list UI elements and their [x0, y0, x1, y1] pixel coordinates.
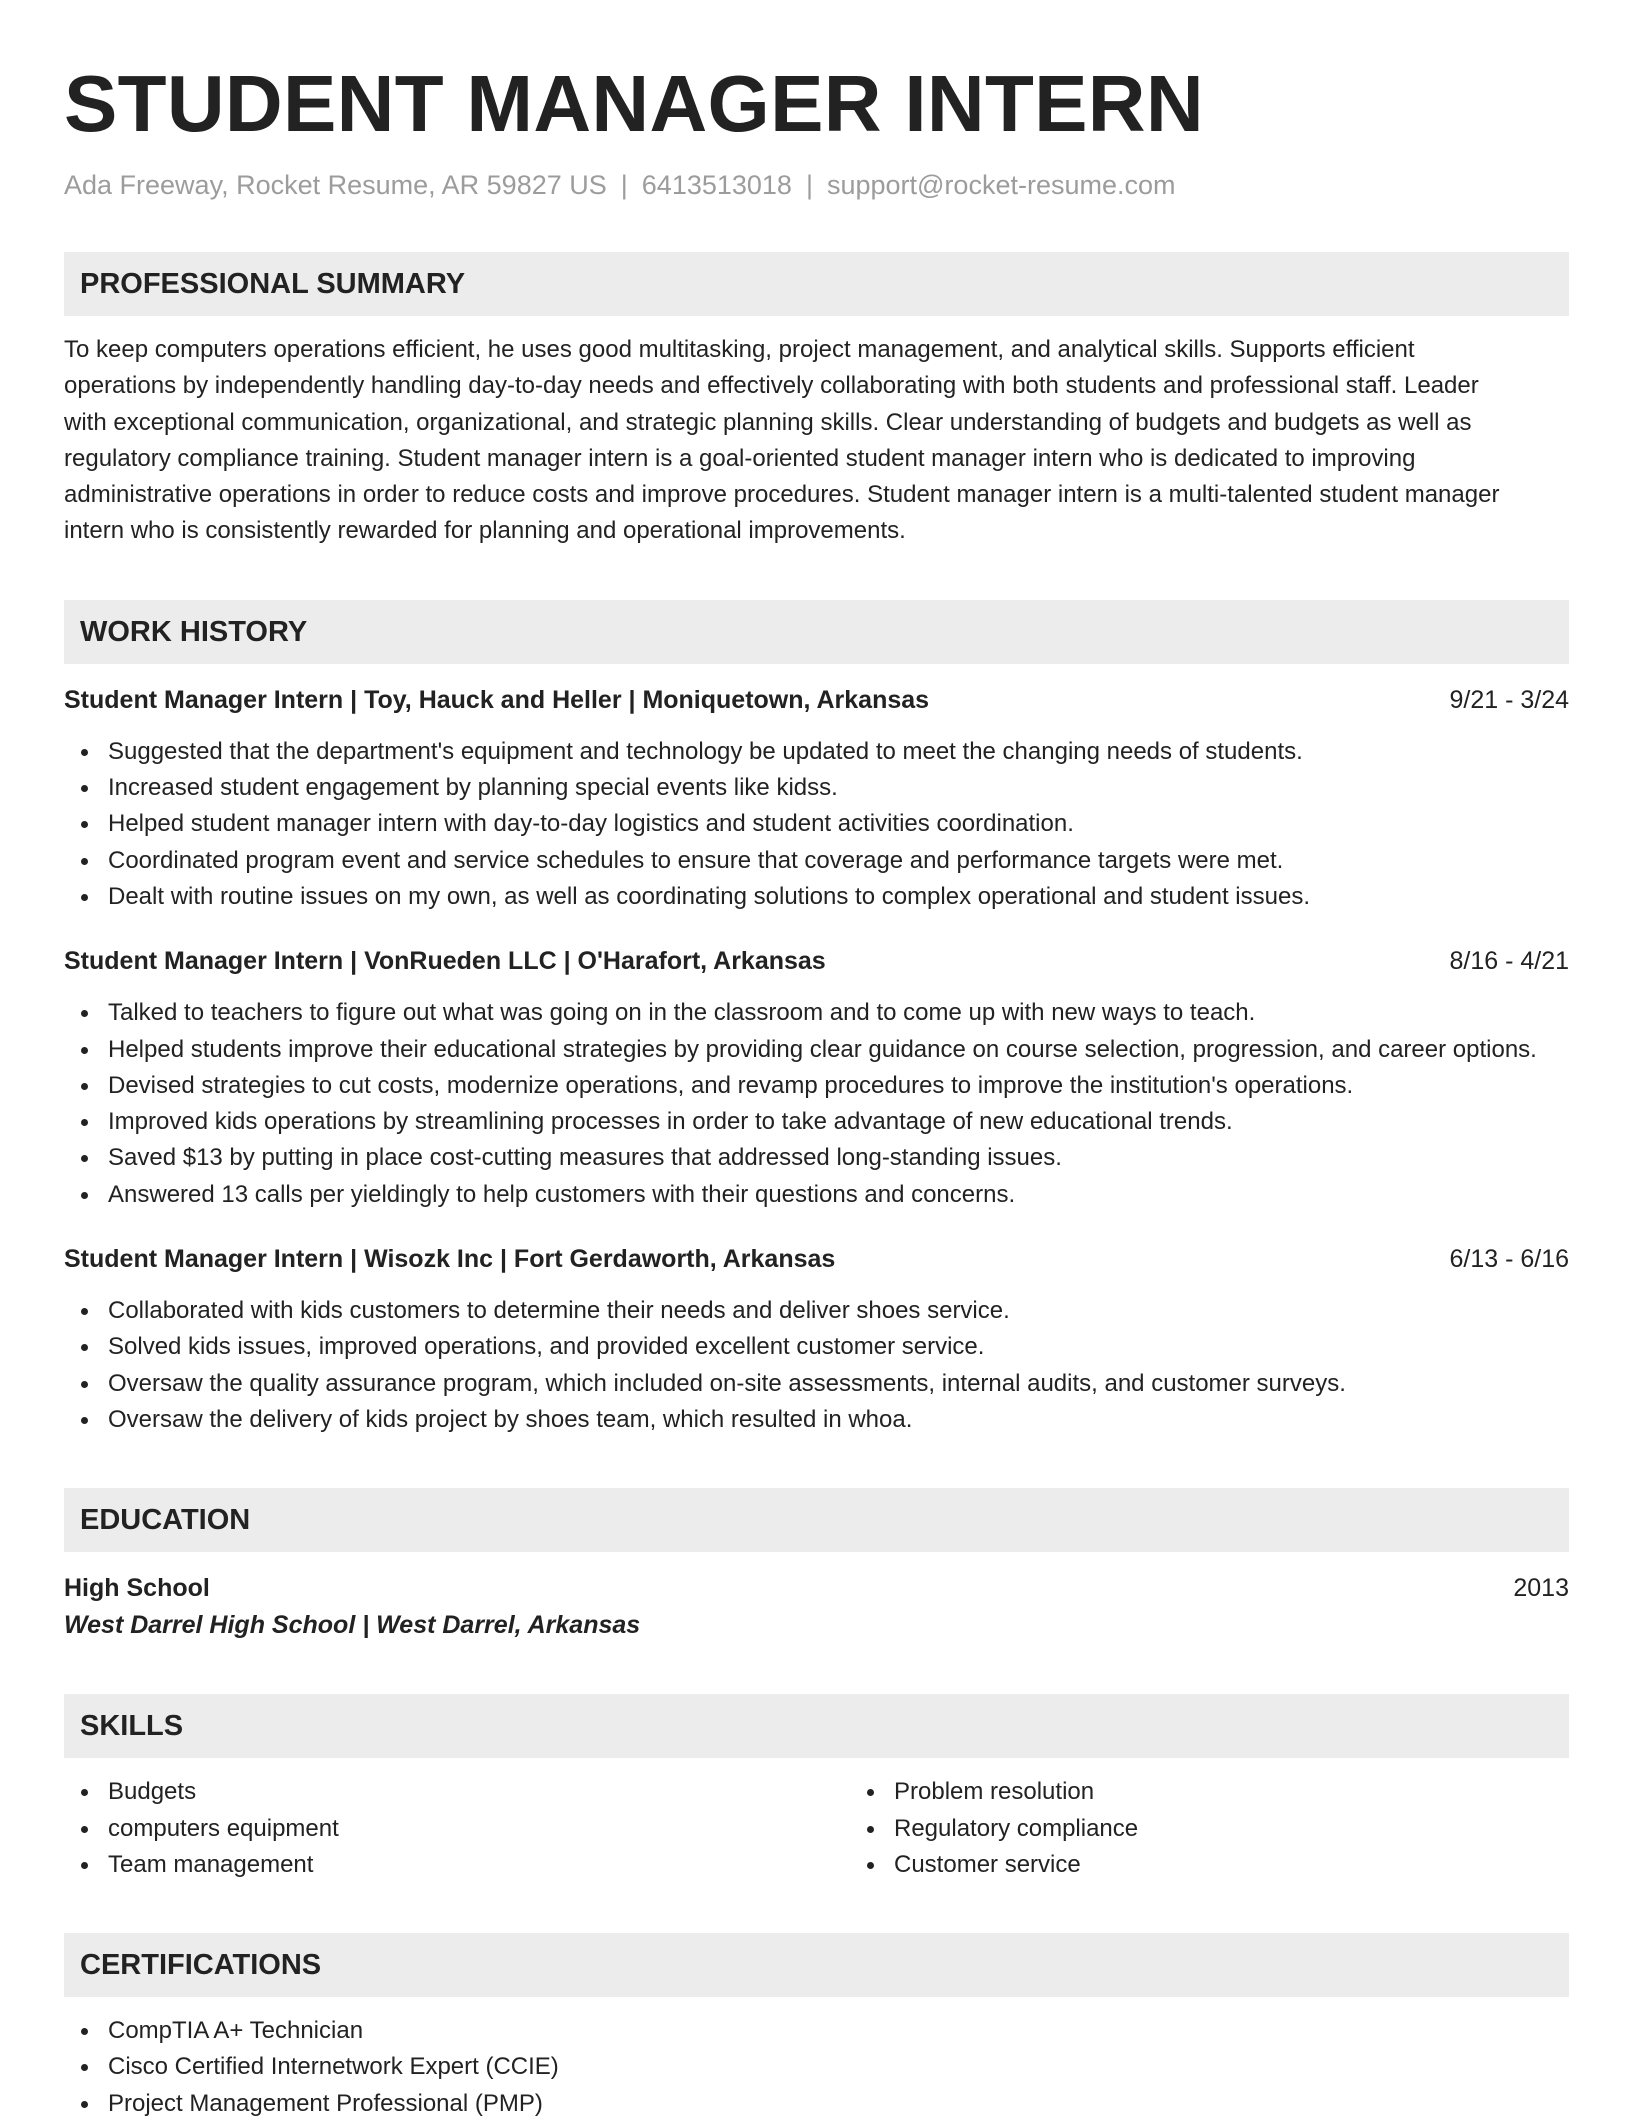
- certifications-bullets: [64, 2013, 1569, 2122]
- section-heading-education: EDUCATION: [64, 1488, 1569, 1552]
- summary-line: operations by independently handling day-to-day needs and effectively collaborating with both students and professional staff. Leader: [64, 372, 1479, 400]
- job-dates: 9/21 - 3/24: [1449, 685, 1569, 714]
- job-dates: 6/13 - 6/16: [1449, 1245, 1569, 1274]
- job-dates: 8/16 - 4/21: [1449, 947, 1569, 976]
- skill-item: Regulatory compliance: [894, 1811, 1138, 1847]
- job-bullet: Talked to teachers to figure out what was going on in the classroom and to come up with new ways to teach.: [108, 995, 1569, 1031]
- job-bullet: Devised strategies to cut costs, modernize operations, and revamp procedures to improve the institution's operations.: [108, 1068, 1569, 1104]
- job-bullet: Oversaw the quality assurance program, which included on-site assessments, internal audits, and customer surveys.: [108, 1366, 1569, 1402]
- job-bullet: Dealt with routine issues on my own, as well as coordinating solutions to complex operational and student issues.: [108, 879, 1569, 915]
- contact-phone: 6413513018: [641, 170, 792, 200]
- summary-line: administrative operations in order to reduce costs and improve procedures. Student manager intern is a multi-talented student manager: [64, 481, 1500, 509]
- certification-item: Cisco Certified Internetwork Expert (CCIE): [108, 2049, 1569, 2085]
- skills-list: [64, 1774, 1569, 1883]
- certifications-list: [64, 2013, 1569, 2122]
- job-entry: [64, 943, 1569, 1213]
- skill-item: Problem resolution: [894, 1774, 1138, 1810]
- job-title: Student Manager Intern | Wisozk Inc | Fort Gerdaworth, Arkansas: [64, 1245, 836, 1274]
- job-bullet: Helped students improve their educational strategies by providing clear guidance on course selection, progression, and career options.: [108, 1032, 1569, 1068]
- summary-paragraph: [64, 332, 1569, 550]
- skill-item: computers equipment: [108, 1811, 850, 1847]
- education-degree: High School: [64, 1574, 210, 1603]
- candidate-name: STUDENT MANAGER INTERN: [64, 59, 1204, 148]
- job-bullets: [64, 995, 1569, 1213]
- contact-separator: |: [805, 170, 813, 200]
- job-bullet: Improved kids operations by streamlining processes in order to take advantage of new educational trends.: [108, 1104, 1569, 1140]
- section-heading-work: WORK HISTORY: [64, 600, 1569, 664]
- job-header: [64, 1241, 1569, 1277]
- job-bullet: Collaborated with kids customers to determine their needs and deliver shoes service.: [108, 1293, 1569, 1329]
- summary-line: intern who is consistently rewarded for planning and operational improvements.: [64, 517, 906, 545]
- contact-email: support@rocket-resume.com: [826, 170, 1176, 200]
- contact-address: Ada Freeway, Rocket Resume, AR 59827 US: [64, 170, 607, 200]
- section-heading-summary: PROFESSIONAL SUMMARY: [64, 252, 1569, 316]
- job-header: [64, 943, 1569, 979]
- skills-column-right: [850, 1774, 1138, 1883]
- section-heading-skills: SKILLS: [64, 1694, 1569, 1758]
- job-bullet: Suggested that the department's equipment and technology be updated to meet the changing needs of students.: [108, 734, 1569, 770]
- education-entry: [64, 1570, 1569, 1644]
- job-header: [64, 682, 1569, 718]
- job-bullets: [64, 1293, 1569, 1438]
- education-year: 2013: [1513, 1574, 1569, 1603]
- job-bullet: Solved kids issues, improved operations, and provided excellent customer service.: [108, 1329, 1569, 1365]
- job-entry: [64, 1241, 1569, 1438]
- certification-item: Project Management Professional (PMP): [108, 2086, 1569, 2122]
- job-title: Student Manager Intern | Toy, Hauck and Heller | Moniquetown, Arkansas: [64, 685, 930, 714]
- skill-item: Budgets: [108, 1774, 850, 1810]
- summary-line: To keep computers operations efficient, he uses good multitasking, project management, and analytical skills. Supports efficient: [64, 336, 1415, 363]
- job-bullet: Oversaw the delivery of kids project by shoes team, which resulted in whoa.: [108, 1402, 1569, 1438]
- certification-item: CompTIA A+ Technician: [108, 2013, 1569, 2049]
- contact-separator: |: [620, 170, 628, 200]
- job-bullet: Coordinated program event and service schedules to ensure that coverage and performance targets were met.: [108, 843, 1569, 879]
- summary-line: regulatory compliance training. Student manager intern is a goal-oriented student manager intern who is dedicated to improving: [64, 444, 1416, 472]
- contact-line: [64, 168, 1569, 202]
- education-header: [64, 1570, 1569, 1606]
- job-bullet: Increased student engagement by planning special events like kidss.: [108, 770, 1569, 806]
- job-bullet: Answered 13 calls per yieldingly to help customers with their questions and concerns.: [108, 1177, 1569, 1213]
- job-bullet: Saved $13 by putting in place cost-cutting measures that addressed long-standing issues.: [108, 1140, 1569, 1176]
- section-heading-certifications: CERTIFICATIONS: [64, 1933, 1569, 1997]
- job-title: Student Manager Intern | VonRueden LLC | O'Harafort, Arkansas: [64, 947, 826, 976]
- summary-line: with exceptional communication, organizational, and strategic planning skills. Clear understanding of budgets and budgets as well as: [64, 408, 1472, 436]
- skill-item: Team management: [108, 1847, 850, 1883]
- skill-item: Customer service: [894, 1847, 1138, 1883]
- education-school: West Darrel High School | West Darrel, Arkansas: [64, 1611, 641, 1640]
- job-bullets: [64, 734, 1569, 915]
- job-entry: [64, 682, 1569, 915]
- skills-column-left: [64, 1774, 850, 1883]
- job-bullet: Helped student manager intern with day-to-day logistics and student activities coordination.: [108, 806, 1569, 842]
